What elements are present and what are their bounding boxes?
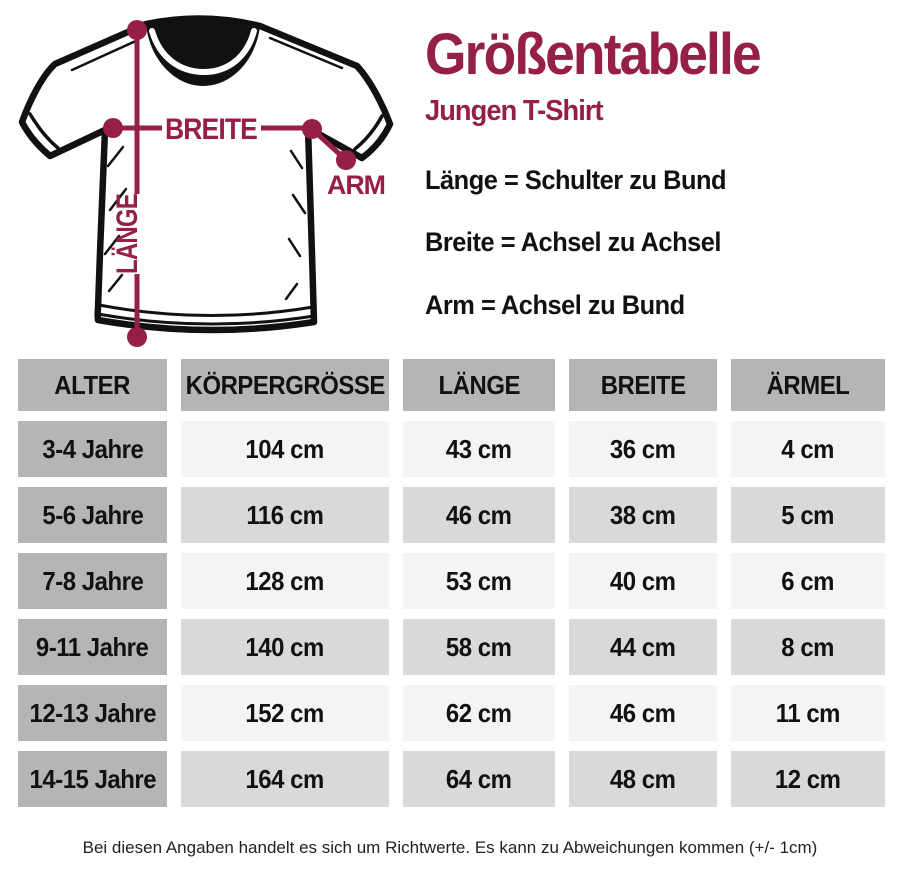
column-header-4 [731,359,885,411]
table-row-1-value-cell-4-label: 5 cm [781,499,835,530]
table-row-2-value-cell-4 [731,553,885,609]
table-row-4-value-cell-4 [731,685,885,741]
table-row-0-value-cell-2 [403,421,555,477]
table-row-4-age-cell-label: 12-13 Jahre [29,697,156,728]
column-header-3 [569,359,717,411]
table-row-2-value-cell-2 [403,553,555,609]
table-row-1-value-cell-3 [569,487,717,543]
tshirt-icon [10,8,410,353]
table-row-0-value-cell-3 [569,421,717,477]
table-row-3-value-cell-1-label: 140 cm [245,631,325,662]
table-row-1-value-cell-4 [731,487,885,543]
arm-label: ARM [327,170,385,200]
table-row-4-value-cell-1-label: 152 cm [245,697,325,728]
table-row-4-value-cell-2-label: 62 cm [446,697,512,728]
table-row-3-value-cell-4 [731,619,885,675]
table-row-5-age-cell [18,751,167,807]
definition-laenge: Länge = Schulter zu Bund [425,165,727,195]
table-row-2-age-cell [18,553,167,609]
table-row-5-value-cell-4-label: 12 cm [775,763,841,794]
table-row-3-age-cell-label: 9-11 Jahre [36,631,149,662]
page-subtitle: Jungen T-Shirt [425,95,603,127]
table-row-2-value-cell-1-label: 128 cm [245,565,325,596]
table-row-4-value-cell-3 [569,685,717,741]
column-header-1-label: KÖRPERGRÖSSE [185,369,385,400]
breite-label: BREITE [165,113,257,146]
table-row-2-value-cell-3 [569,553,717,609]
table-row-0-age-cell-label: 3-4 Jahre [42,433,143,464]
footer-note: Bei diesen Angaben handelt es sich um Richtwerte. Es kann zu Abweichungen kommen (+/- 1cm) [82,838,818,857]
table-row-1-value-cell-2-label: 46 cm [446,499,512,530]
table-row-4-value-cell-2 [403,685,555,741]
definition-arm: Arm = Achsel zu Bund [425,290,685,320]
table-row-1-value-cell-2 [403,487,555,543]
table-row-5-value-cell-3-label: 48 cm [610,763,676,794]
table-row-1-age-cell [18,487,167,543]
column-header-2-label: LÄNGE [438,369,520,400]
table-row-3-value-cell-3-label: 44 cm [610,631,676,662]
table-row-5-value-cell-1-label: 164 cm [245,763,325,794]
table-row-1-value-cell-1 [181,487,389,543]
table-row-0-value-cell-4 [731,421,885,477]
table-row-4-value-cell-4-label: 11 cm [775,697,841,728]
table-row-0-value-cell-1-label: 104 cm [245,433,325,464]
table-row-4-age-cell [18,685,167,741]
definition-breite: Breite = Achsel zu Achsel [425,227,721,257]
table-row-3-value-cell-1 [181,619,389,675]
column-header-1 [181,359,389,411]
column-header-0-label: ALTER [54,369,131,400]
table-row-5-value-cell-4 [731,751,885,807]
table-row-0-age-cell [18,421,167,477]
column-header-4-label: ÄRMEL [766,369,850,400]
table-row-0-value-cell-2-label: 43 cm [446,433,512,464]
table-row-3-value-cell-3 [569,619,717,675]
table-row-0-value-cell-4-label: 4 cm [781,433,835,464]
page-title: Größentabelle [425,22,760,87]
table-row-3-value-cell-4-label: 8 cm [781,631,835,662]
column-header-0 [18,359,167,411]
table-row-2-value-cell-2-label: 53 cm [446,565,512,596]
column-header-2 [403,359,555,411]
table-row-3-age-cell [18,619,167,675]
table-row-2-value-cell-4-label: 6 cm [781,565,835,596]
table-row-5-value-cell-2-label: 64 cm [446,763,512,794]
table-row-1-value-cell-1-label: 116 cm [246,499,324,530]
table-row-4-value-cell-1 [181,685,389,741]
laenge-label: LÄNGE [111,174,144,274]
table-row-0-value-cell-1 [181,421,389,477]
table-row-5-value-cell-3 [569,751,717,807]
table-row-3-value-cell-2-label: 58 cm [446,631,512,662]
table-row-2-value-cell-3-label: 40 cm [610,565,676,596]
table-row-1-value-cell-3-label: 38 cm [610,499,676,530]
table-row-3-value-cell-2 [403,619,555,675]
table-row-1-age-cell-label: 5-6 Jahre [42,499,143,530]
table-row-5-value-cell-2 [403,751,555,807]
tshirt-measurement-diagram [10,8,410,353]
column-header-3-label: BREITE [600,369,686,400]
table-row-5-age-cell-label: 14-15 Jahre [29,763,156,794]
size-table [18,359,885,807]
table-row-2-value-cell-1 [181,553,389,609]
table-row-2-age-cell-label: 7-8 Jahre [42,565,143,596]
table-row-5-value-cell-1 [181,751,389,807]
table-row-4-value-cell-3-label: 46 cm [610,697,676,728]
table-row-0-value-cell-3-label: 36 cm [610,433,676,464]
